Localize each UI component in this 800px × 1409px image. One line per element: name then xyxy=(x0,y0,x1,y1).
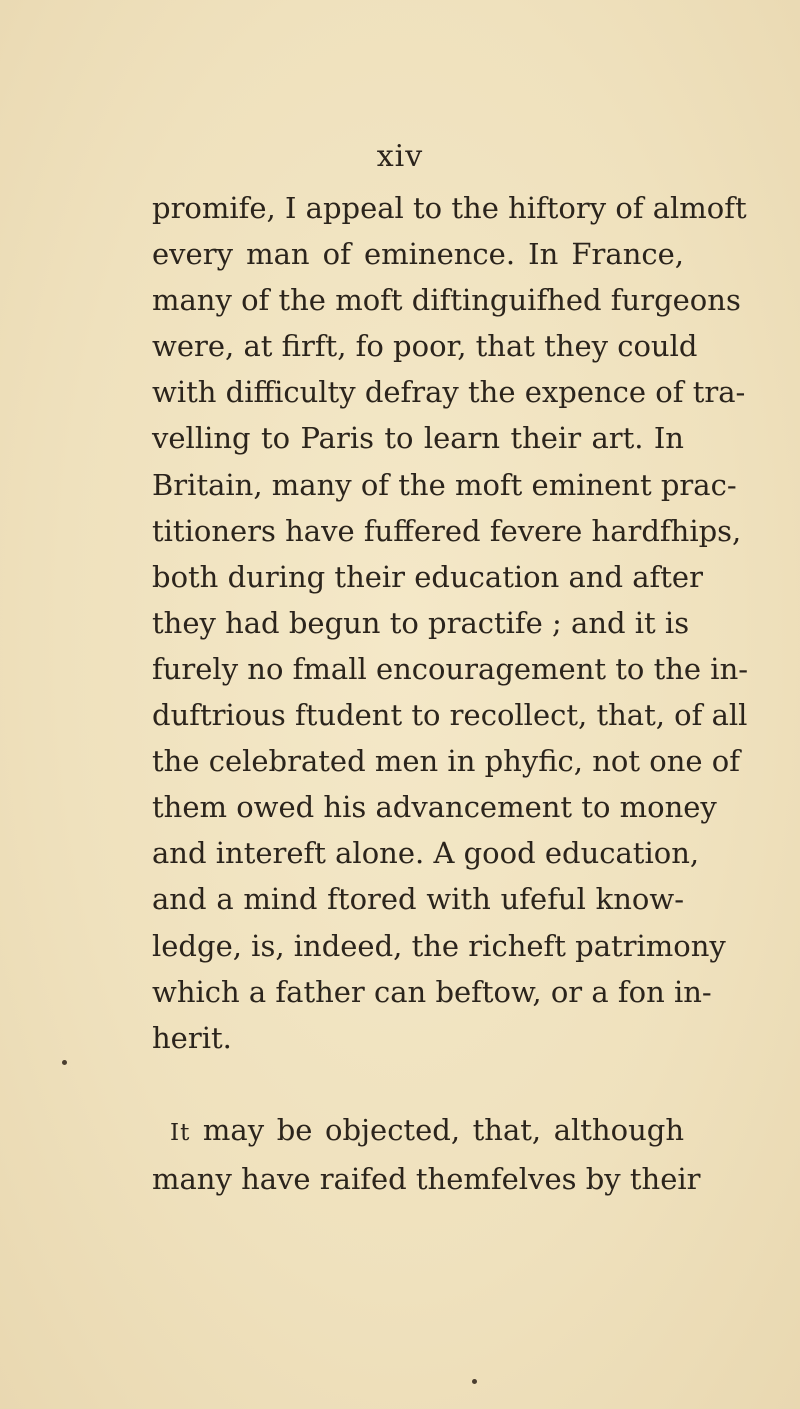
text-line: them owed his advancement to money xyxy=(152,790,717,825)
text-line: which a father can beftow, or a fon in- xyxy=(152,974,712,1009)
ink-speck xyxy=(62,1060,67,1065)
text-line: the celebrated men in phyfic, not one of xyxy=(152,744,740,779)
page-number: xiv xyxy=(376,139,424,174)
text-line: many of the moft diftinguifhed furgeons xyxy=(152,283,741,318)
paragraph-opening-line xyxy=(152,1107,684,1156)
text-line: with difficulty defray the expence of tra- xyxy=(152,375,746,410)
text-line: titioners have fuffered fevere hardfhips, xyxy=(152,513,742,548)
text-line: herit. xyxy=(152,1020,232,1055)
text-line: every man of eminence. In France, xyxy=(152,237,684,272)
text-line: many have raifed themfelves by their xyxy=(152,1161,701,1196)
text-line: they had begun to practife ; and it is xyxy=(152,605,690,640)
text-line: ledge, is, indeed, the richeft patrimony xyxy=(152,928,726,963)
text-line: promife, I appeal to the hiftory of almoft xyxy=(152,191,747,225)
text-line: Britain, many of the moft eminent prac- xyxy=(152,467,737,502)
text-line: were, at firft, fo poor, that they could xyxy=(152,329,698,364)
text-fragment: may be objected, that, although xyxy=(190,1112,684,1147)
text-line: both during their education and after xyxy=(152,559,703,594)
paragraph-gap xyxy=(152,1061,684,1107)
text-line: and intereft alone. A good education, xyxy=(152,836,700,871)
body-text xyxy=(152,185,749,1202)
text-line: and a mind ftored with ufeful know- xyxy=(152,882,684,917)
text-line: furely no fmall encouragement to the in- xyxy=(152,651,749,686)
text-line: duftrious ftudent to recollect, that, of all xyxy=(152,698,748,733)
text-line: velling to Paris to learn their art. In xyxy=(152,421,684,456)
small-caps-word: It xyxy=(170,1119,191,1146)
ink-speck xyxy=(472,1379,477,1384)
